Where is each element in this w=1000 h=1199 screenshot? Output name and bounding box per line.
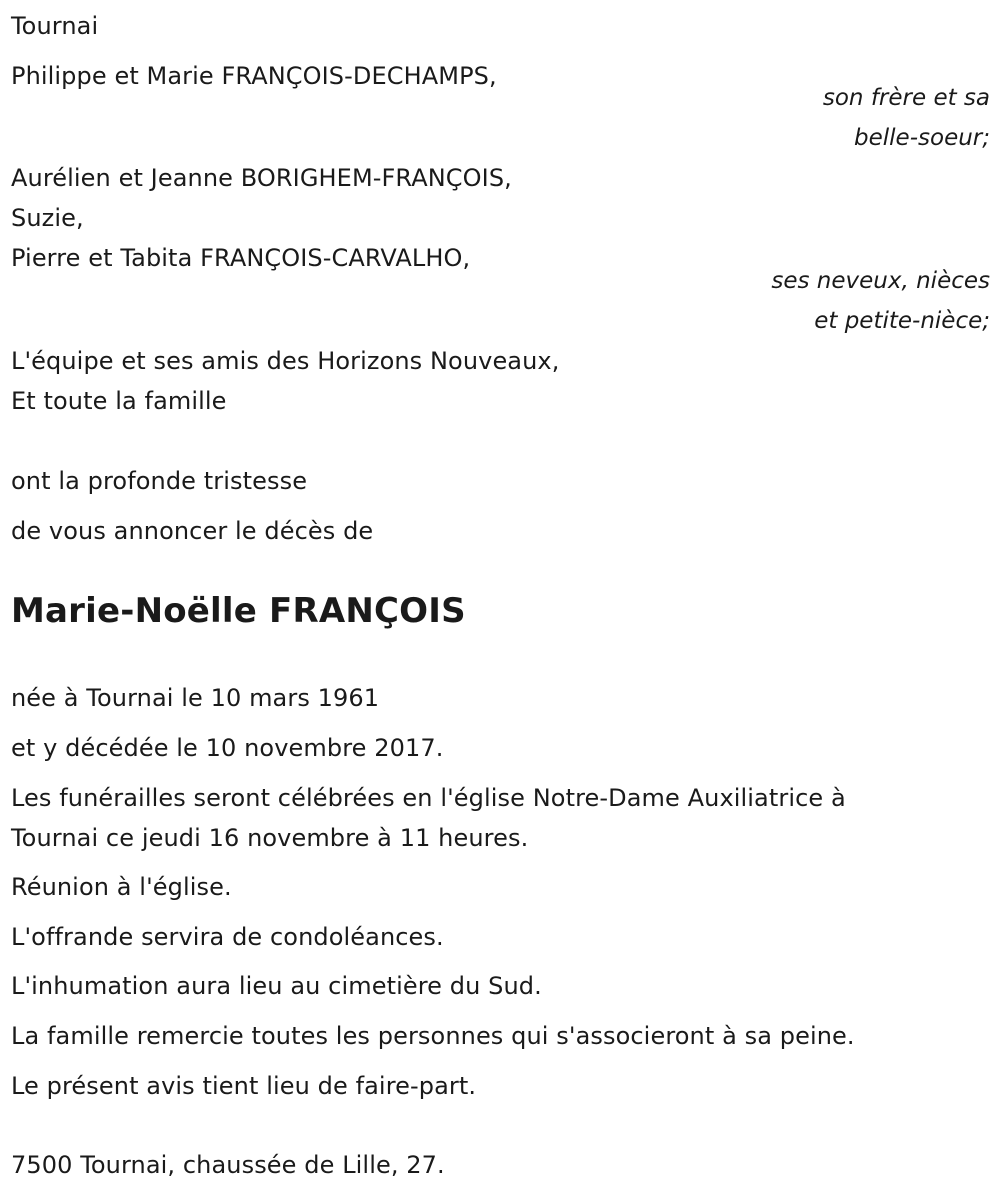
family-relation: belle-soeur; [854,125,990,151]
detail-meeting: Réunion à l'église. [11,873,232,901]
family-relation: son frère et sa [822,85,990,111]
deceased-name: Marie-Noëlle FRANÇOIS [11,591,466,631]
detail-notice: Le présent avis tient lieu de faire-part. [11,1072,477,1100]
detail-funeral: Tournai ce jeudi 16 novembre à 11 heures. [11,824,529,852]
announcement-line: ont la profonde tristesse [11,467,308,495]
detail-offering: L'offrande servira de condoléances. [11,923,444,951]
family-name-line: Suzie, [11,204,84,232]
detail-funeral: Les funérailles seront célébrées en l'église Notre-Dame Auxiliatrice à [11,784,846,812]
family-name-line: L'équipe et ses amis des Horizons Nouveaux, [11,347,560,375]
family-relation: et petite-nièce; [814,308,990,334]
detail-burial: L'inhumation aura lieu au cimetière du Sud. [11,972,542,1000]
family-name-line: Aurélien et Jeanne BORIGHEM-FRANÇOIS, [11,164,512,192]
announcement-line: de vous annoncer le décès de [11,517,374,545]
detail-born: née à Tournai le 10 mars 1961 [11,684,380,712]
address: 7500 Tournai, chaussée de Lille, 27. [11,1151,445,1179]
detail-thanks: La famille remercie toutes les personnes qui s'associeront à sa peine. [11,1022,855,1050]
family-relation: ses neveux, nièces [771,268,990,294]
family-name-line: Pierre et Tabita FRANÇOIS-CARVALHO, [11,244,471,272]
family-name-line: Et toute la famille [11,387,227,415]
family-name-line: Philippe et Marie FRANÇOIS-DECHAMPS, [11,62,497,90]
header-city: Tournai [11,12,99,40]
detail-died: et y décédée le 10 novembre 2017. [11,734,444,762]
